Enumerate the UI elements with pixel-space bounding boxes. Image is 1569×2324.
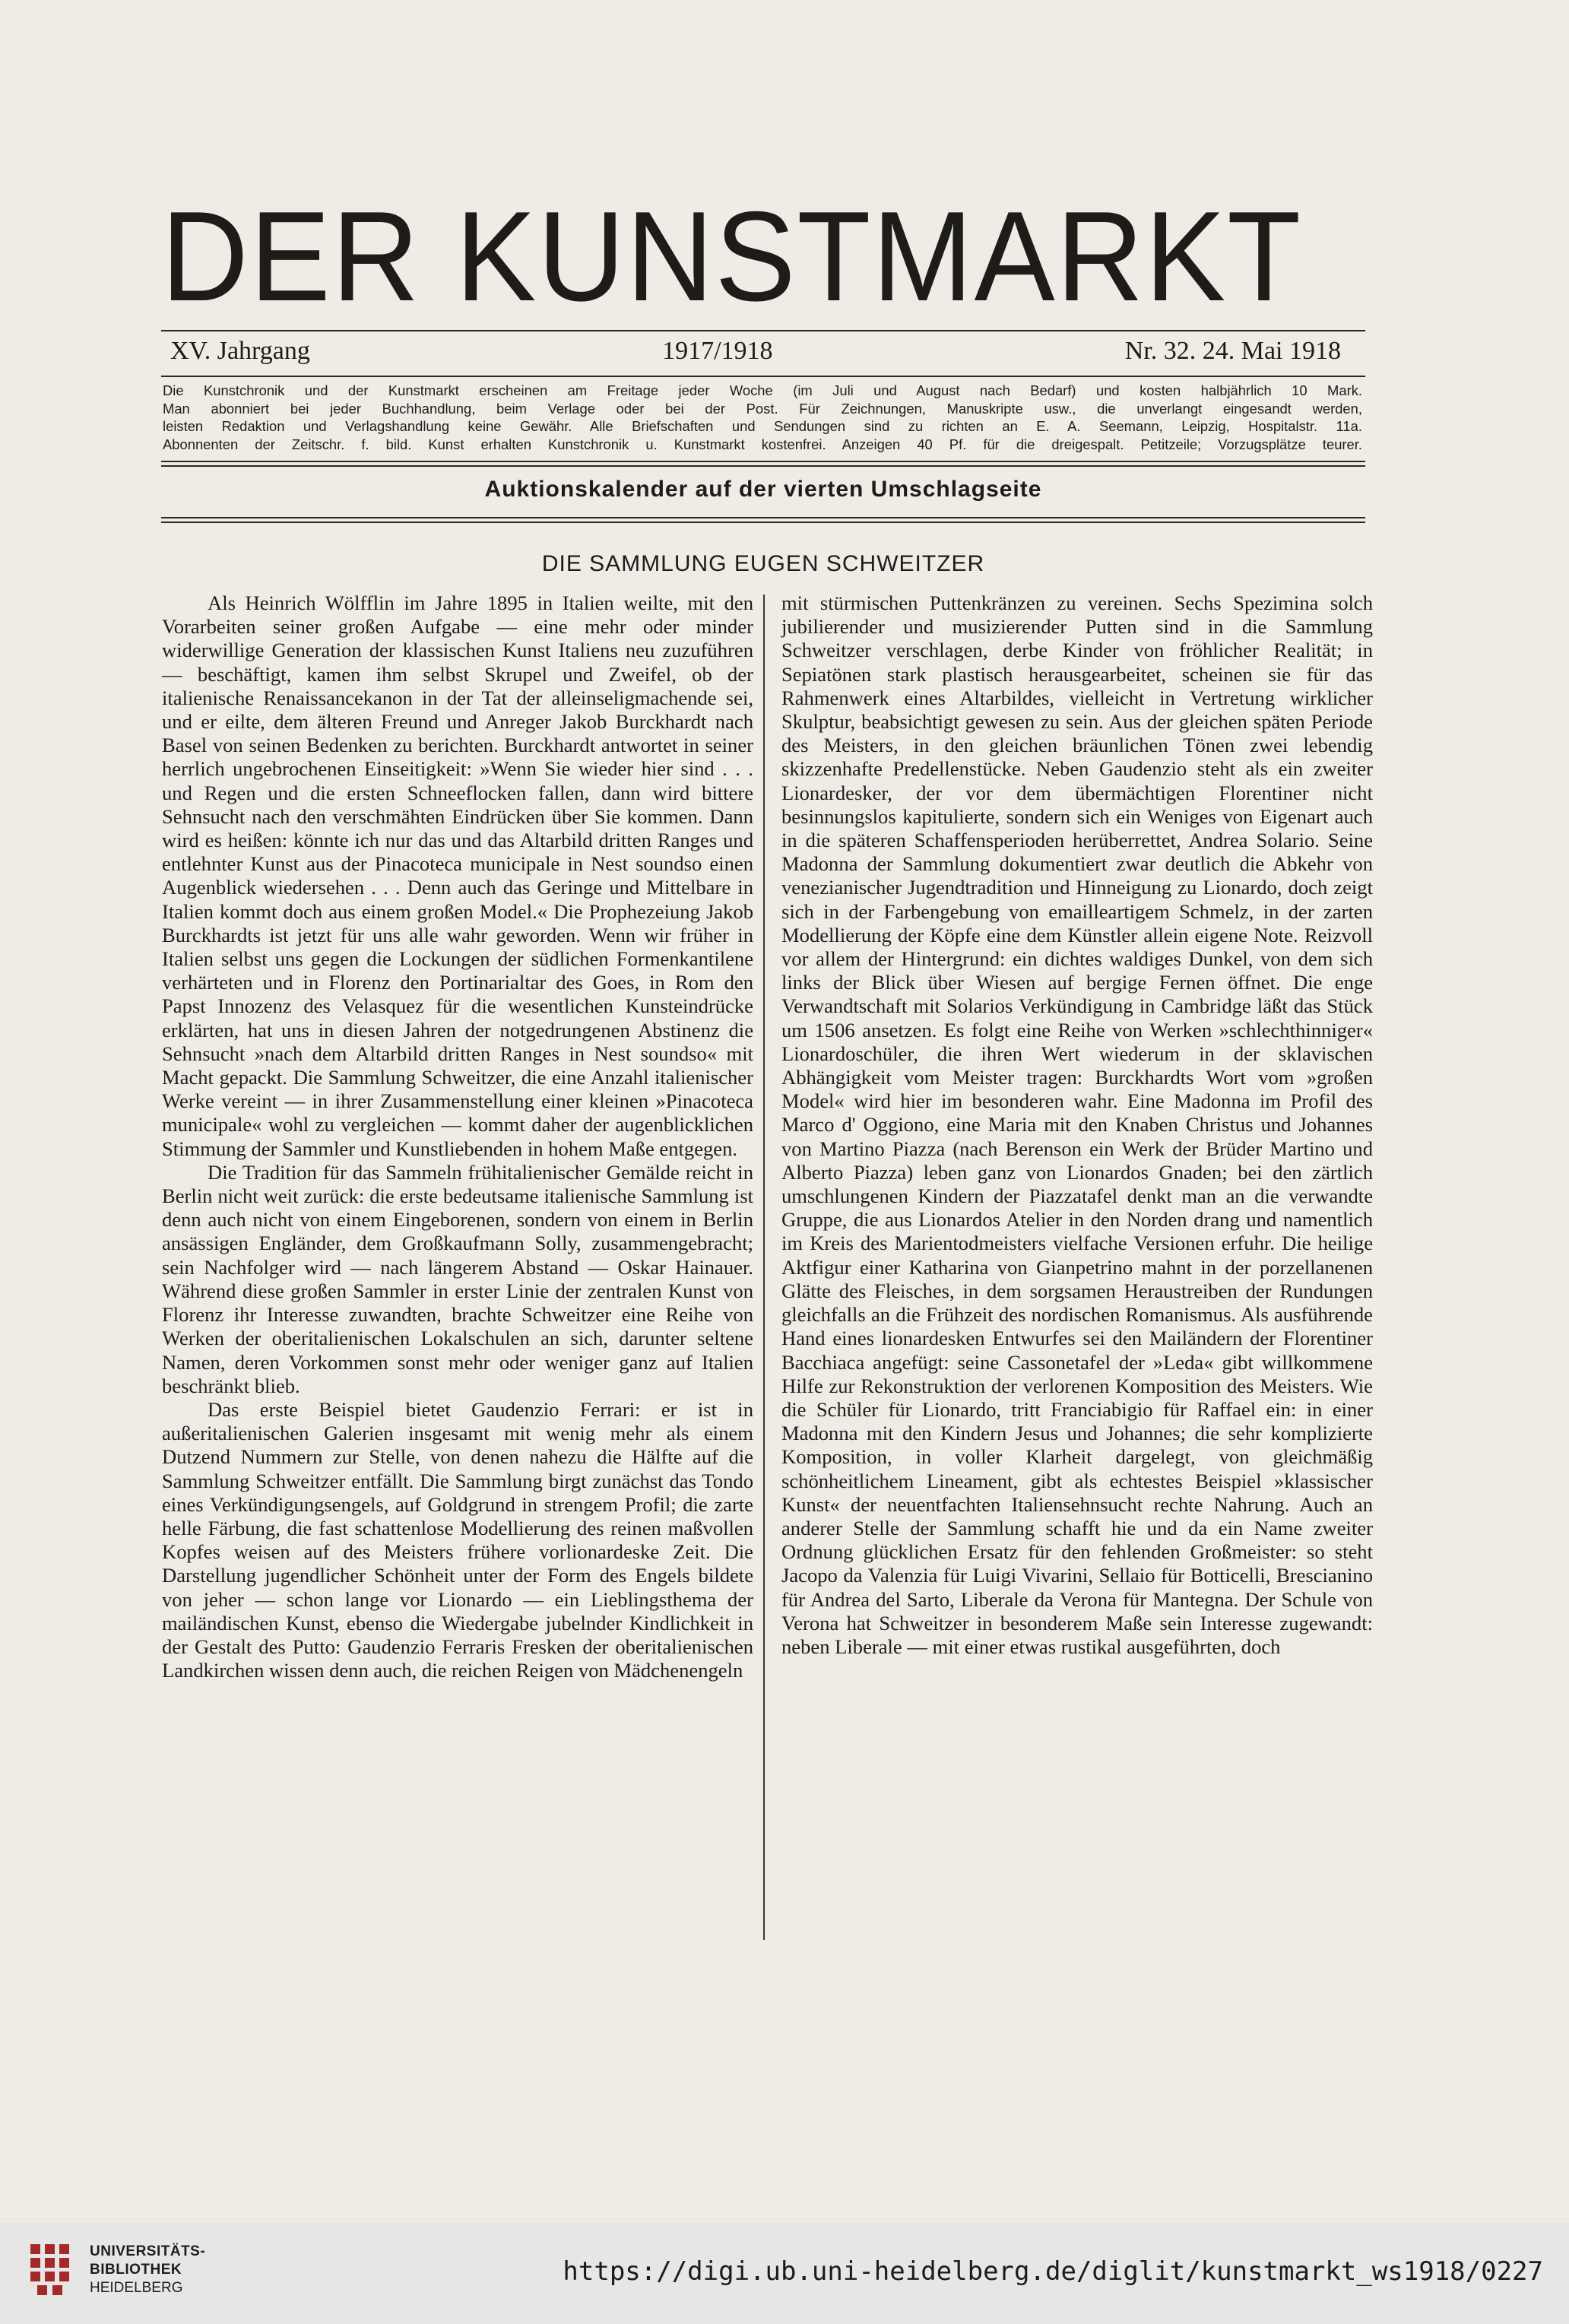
- auction-calendar-note: Auktionskalender auf der vierten Umschlagseite: [484, 477, 1042, 502]
- article-column-left: [162, 591, 753, 1682]
- article-paragraph: mit stürmischen Puttenkränzen zu vereinen. Sechs Spezimina solch jubilierender und musizierender Putten sind in die Sammlung Schweitzer verschlagen, derbe Kinder von fröhlicher Realität; in Sepiatönen stark plastisch herausgearbeitet, scheinen sie für das Rahmenwerk eines Altarbildes, vielleicht in Vertretung wirklicher Skulptur, beabsichtigt gewesen zu sein. Aus der gleichen späten Periode des Meisters, in den gleichen bräunlichen Tönen zwei lebendig skizzenhafte Predellenstücke. Neben Gaudenzio steht als ein zweiter Lionardesker, der vor dem übermächtigen Florentiner nicht besinnungslos kapitulierte, sondern sich ein Weniges von Eigenart auch in die späteren Schaffensperioden herüberrettet, Andrea Solario. Seine Madonna der Sammlung dokumentiert zwar deutlich die Abkehr von venezianischer Jugendtradition und Hinneigung zu Lionardo, doch zeigt sich in der Farbengebung von emailleartigem Schmelz, in der zarten Modellierung der Köpfe eine dem Künstler allein eigene Note. Reizvoll vor allem der Hintergrund: ein dichtes waldiges Dunkel, von dem sich links der Blick über Wiesen auf bergige Fernen öffnet. Die enge Verwandtschaft mit Solarios Verkündigung in Cambridge läßt das Stück um 1506 ansetzen. Es folgt eine Reihe von Werken »schlechthinniger« Lionardoschüler, die ihren Wert wiederum in der sklavischen Abhängigkeit vom Meister tragen: Burckhardts Wort vom »großen Model« wird hier im besonderen wahr. Eine Madonna im Profil des Marco d' Oggiono, eine Maria mit den Knaben Christus und Johannes von Martino Piazza (nach Berenson ein Werk der Brüder Martino und Alberto Piazza) leben ganz von Lionardos Gnaden; bei den zärtlich umschlungenen Kindern der Piazzatafel denkt man an die verwandte Gruppe, die aus Lionardos Atelier in den Norden drang und namentlich im Kreis des Marientodmeisters vielfache Versionen erfuhr. Die heilige Aktfigur einer Katharina von Gianpetrino mahnt in der porzellanenen Glätte des Fleisches, in dem sorgsamen Heraustreiben der Rundungen gleichfalls an die Frühzeit des nordischen Romanismus. Als ausführende Hand eines lionardesken Entwurfes sei den Mailändern der Florentiner Bacchiaca angefügt: seine Cassonetafel der »Leda« gibt willkommene Hilfe zur Rekonstruktion der verlorenen Komposition des Meisters. Wie die Schüler für Lionardo, tritt Franciabigio für Raffael ein: in einer Madonna mit den Kindern Jesus und Johannes; die sehr komplizierte Komposition, in voller Klarheit dargelegt, von gleichmäßig schönheitlichem Lineament, gibt als echtestes Beispiel »klassischer Kunst« der neuentfachten Italiensehnsucht rechte Nahrung. Auch an anderer Stelle der Sammlung schafft hie und da ein Name zweiter Ordnung glücklichen Ersatz für den fehlenden Großmeister: so steht Jacopo da Valenzia für Luigi Vivarini, Sellaio für Botticelli, Brescianino für Andrea del Sarto, Liberale da Verona für Mantegna. Der Schule von Verona hat Schweitzer in besonderem Maße sein Interesse zugewandt: neben Liberale — mit einer etwas rustikal ausgeführten, doch: [781, 591, 1373, 1658]
- article-paragraph: Die Tradition für das Sammeln frühitalienischer Gemälde reicht in Berlin nicht weit zurück: die erste bedeutsame italienische Sammlung ist denn auch nicht von einem Eingeborenen, sondern von einem in Berlin ansässigen Engländer, dem Großkaufmann Solly, zusammengebracht; sein Nachfolger wird — nach längerem Abstand — Oskar Hainauer. Während diese großen Sammler in erster Linie der zentralen Kunst von Florenz ihr Interesse zuwandten, brachte Schweitzer eine Reihe von Werken der oberitalienischen Lokalschulen an sich, darunter seltene Namen, deren Vorkommen sonst mehr oder weniger ganz auf Italien beschränkt blieb.: [162, 1160, 753, 1397]
- issue-line: [170, 334, 1341, 368]
- institution-line: BIBLIOTHEK: [90, 2262, 182, 2278]
- university-seal-icon: [26, 2241, 74, 2299]
- article-column-right: [781, 591, 1373, 1659]
- issue-volume: XV. Jahrgang: [170, 337, 310, 365]
- section-rule-top: [161, 517, 1365, 518]
- digitization-footer: [0, 2223, 1569, 2324]
- masthead-rule: [161, 330, 1365, 331]
- column-divider: [763, 594, 765, 1940]
- subscription-notice: [163, 382, 1362, 453]
- institution-line: UNIVERSITÄTS-: [90, 2243, 206, 2259]
- institution-line: HEIDELBERG: [90, 2280, 183, 2296]
- issue-rule: [161, 376, 1365, 377]
- article-paragraph: Das erste Beispiel bietet Gaudenzio Ferrari: er ist in außeritalienischen Galerien insgesamt mit wenig mehr als einem Dutzend Nummern zur Stelle, von denen nahezu die Hälfte auf die Sammlung Schweitzer entfällt. Die Sammlung birgt zunächst das Tondo eines Verkündigungsengels, auf Goldgrund in strengem Profil; die zarte helle Färbung, die fast schattenlose Modellierung des reinen maßvollen Kopfes weisen auf des Meisters frühere vorlionardeske Zeit. Die Darstellung jugendlicher Schönheit unter der Form des Engels bildete von jeher — schon lange vor Lionardo — ein Lieblingsthema der mailändischen Kunst, ebenso die Wiedergabe jubelnder Kindlichkeit in der Gestalt des Putto: Gaudenzio Ferraris Fresken der oberitalienischen Landkirchen wissen denn auch, die reichen Reigen von Mädchenengeln: [162, 1397, 753, 1682]
- masthead-title: DER KUNSTMARKT: [161, 185, 1303, 328]
- source-url-link[interactable]: https://digi.ub.uni-heidelberg.de/diglit/kunstmarkt_ws1918/0227: [563, 2256, 1543, 2287]
- notice-line: Man abonniert bei jeder Buchhandlung, beim Verlage oder bei der Post. Für Zeichnungen, Manuskripte usw., die unverlangt eingesandt werden,: [163, 400, 1362, 417]
- institution-name: [90, 2243, 205, 2297]
- section-rule-bottom: [161, 522, 1365, 523]
- issue-years: 1917/1918: [662, 337, 773, 365]
- notice-rule-top: [161, 461, 1365, 462]
- notice-rule-bottom: [161, 465, 1365, 467]
- article-paragraph: Als Heinrich Wölfflin im Jahre 1895 in Italien weilte, mit den Vorarbeiten seiner großen Aufgabe — eine mehr oder minder widerwillige Generation der klassischen Kunst Italiens neu zuzuführen — beschäftigt, kamen ihm selbst Skrupel und Zweifel, ob der italienische Renaissancekanon in der Tat der alleinseligmachende sei, und er eilte, dem älteren Freund und Anreger Jakob Burckhardt nach Basel von seinen Bedenken zu berichten. Burckhardt antwortet in seiner herrlich ungebrochenen Einseitigkeit: »Wenn Sie wieder hier sind . . . und Regen und die ersten Schneeflocken fallen, dann wird bittere Sehnsucht nach den verschmähten Eindrücken über Sie kommen. Dann wird es heißen: könnte ich nur das und das Altarbild dritten Ranges und entlehnter Kunst aus der Pinacoteca municipale in Nest soundso einen Augenblick wiedersehen . . . Denn auch das Geringe und Mittelbare in Italien kommt doch aus einem großen Model.« Die Prophezeiung Jakob Burckhardts ist jetzt für uns alle wahr geworden. Wenn wir früher in Italien selbst uns gegen die Lockungen der südlichen Formenkantilene verhärteten und in Florenz den Portinarialtar des Goes, in Rom den Papst Innozenz des Velasquez für die wesentlichen Kunsteindrücke erklärten, hat uns in diesen Jahren der notgedrungenen Abstinenz die Sehnsucht »nach dem Altarbild dritten Ranges in Nest soundso« mit Macht gepackt. Die Sammlung Schweitzer, die eine Anzahl italienischer Werke vereint — in ihrer Zusammenstellung einer kleinen »Pinacoteca municipale« wohl zu vergleichen — kommt daher der augenblicklichen Stimmung der Sammler und Kunstliebenden in hohem Maße entgegen.: [162, 591, 753, 1160]
- issue-number: Nr. 32. 24. Mai 1918: [1124, 337, 1341, 365]
- notice-line: leisten Redaktion und Verlagshandlung keine Gewähr. Alle Briefschaften und Sendungen sind zu richten an E. A. Seemann, Leipzig, Hospitalstr. 11a.: [163, 418, 1362, 434]
- notice-line: Die Kunstchronik und der Kunstmarkt erscheinen am Freitage jeder Woche (im Juli und August nach Bedarf) und kosten halbjährlich 10 Mark.: [163, 382, 1362, 398]
- article-title: DIE SAMMLUNG EUGEN SCHWEITZER: [541, 551, 985, 576]
- notice-line: Abonnenten der Zeitschr. f. bild. Kunst erhalten Kunstchronik u. Kunstmarkt kostenfrei. Anzeigen 40 Pf. für die dreigespalt. Petitzeile; Vorzugsplätze teurer.: [163, 436, 1362, 452]
